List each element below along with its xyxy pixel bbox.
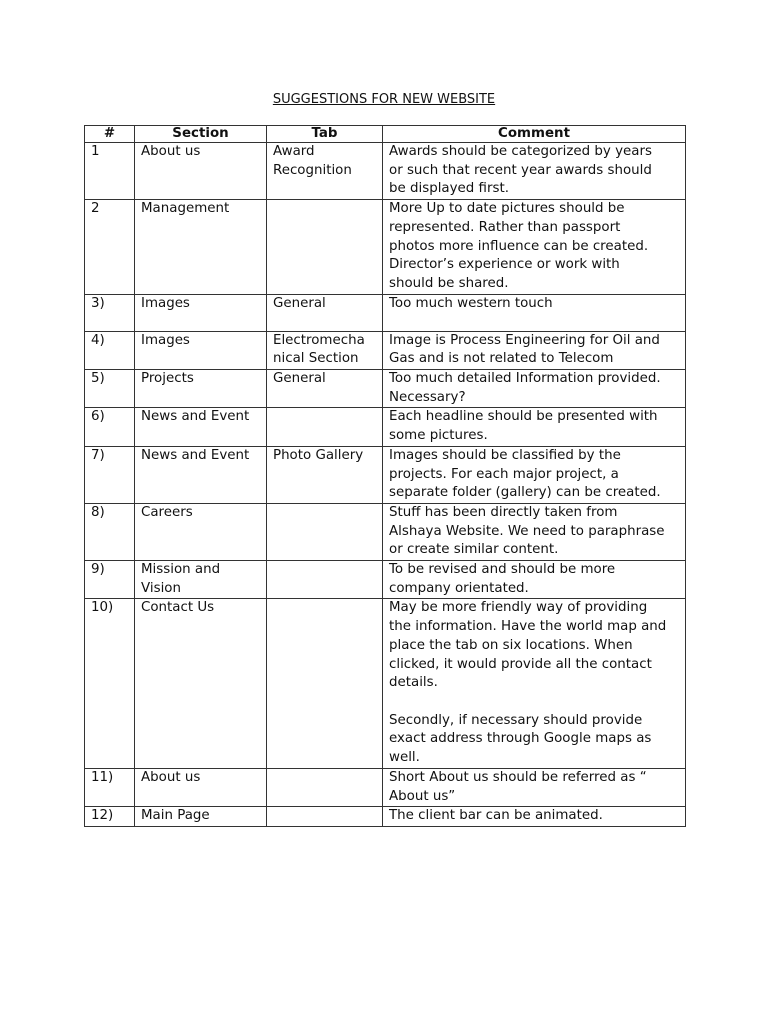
- row-tab-cell: [267, 294, 383, 331]
- row-number-cell: [85, 561, 135, 599]
- row-tab-cell: [267, 768, 383, 806]
- suggestions-table: [84, 125, 686, 827]
- table-row: [85, 599, 686, 768]
- row-section-cell: [135, 503, 267, 560]
- row-number-cell: [85, 408, 135, 446]
- row-comment: Image is Process Engineering for Oil and Gas and is not related to Telecom: [389, 332, 660, 367]
- table-row: [85, 503, 686, 560]
- row-comment: May be more friendly way of providing the information. Have the world map and place the tab on six locations. When clicked, it would provide all the contact details. Secondly, if necessary should provide exact address through Google maps as well.: [389, 600, 667, 766]
- row-number: 6): [91, 409, 105, 425]
- row-number: 8): [91, 504, 105, 520]
- table-row: [85, 768, 686, 806]
- row-number-cell: [85, 807, 135, 827]
- row-tab-cell: [267, 408, 383, 446]
- row-comment-cell: [383, 370, 686, 408]
- row-number: 12): [91, 808, 114, 824]
- row-number: 11): [91, 769, 114, 785]
- row-number-cell: [85, 331, 135, 369]
- row-comment-cell: [383, 768, 686, 806]
- row-section: Images: [141, 332, 190, 348]
- row-section-cell: [135, 408, 267, 446]
- table-row: [85, 561, 686, 599]
- row-number: 2: [91, 201, 100, 217]
- row-number: 5): [91, 371, 105, 387]
- row-section-cell: [135, 599, 267, 768]
- row-section: Projects: [141, 371, 194, 387]
- table-row: [85, 200, 686, 295]
- row-comment: To be revised and should be more company orientated.: [389, 562, 616, 596]
- row-comment: Stuff has been directly taken from Alshaya Website. We need to paraphrase or create similar content.: [389, 504, 665, 558]
- row-section: News and Event: [141, 447, 250, 463]
- row-tab-cell: [267, 503, 383, 560]
- row-comment: Too much western touch: [389, 295, 553, 311]
- row-number: 9): [91, 562, 105, 578]
- row-comment: Short About us should be referred as “ About us”: [389, 769, 647, 804]
- row-section-cell: [135, 446, 267, 503]
- row-section: Management: [141, 201, 230, 217]
- row-comment: Too much detailed Information provided. Necessary?: [389, 371, 661, 405]
- row-comment: More Up to date pictures should be represented. Rather than passport photos more influence can be created. Director’s experience or work with should be shared.: [389, 201, 649, 291]
- row-comment-cell: [383, 599, 686, 768]
- row-number: 4): [91, 332, 105, 348]
- row-section: News and Event: [141, 409, 250, 425]
- page-title: SUGGESTIONS FOR NEW WEBSITE: [272, 92, 496, 107]
- row-section: About us: [141, 769, 201, 785]
- row-section-cell: [135, 200, 267, 295]
- row-tab-cell: [267, 200, 383, 295]
- row-section: Mission and Vision: [141, 562, 221, 596]
- row-comment-cell: [383, 294, 686, 331]
- row-tab-cell: [267, 807, 383, 827]
- row-section: Careers: [141, 504, 193, 520]
- row-section: Images: [141, 295, 190, 311]
- row-comment-cell: [383, 807, 686, 827]
- row-tab-cell: [267, 561, 383, 599]
- row-comment: Images should be classified by the projects. For each major project, a separate folder (gallery) can be created.: [389, 447, 661, 501]
- row-comment-cell: [383, 143, 686, 200]
- header-section: Section: [135, 126, 267, 143]
- row-section-cell: [135, 370, 267, 408]
- row-tab: Electromecha nical Section: [273, 332, 365, 367]
- row-number: 7): [91, 447, 105, 463]
- row-comment-cell: [383, 503, 686, 560]
- table-row: [85, 294, 686, 331]
- row-tab-cell: [267, 143, 383, 200]
- row-tab: General: [273, 371, 326, 387]
- row-tab-cell: [267, 370, 383, 408]
- row-section-cell: [135, 768, 267, 806]
- row-comment-cell: [383, 408, 686, 446]
- table-header-row: [85, 126, 686, 143]
- row-number: 3): [91, 295, 105, 311]
- row-section-cell: [135, 807, 267, 827]
- row-number-cell: [85, 503, 135, 560]
- row-section-cell: [135, 294, 267, 331]
- row-comment-cell: [383, 331, 686, 369]
- header-tab: Tab: [267, 126, 383, 143]
- row-number-cell: [85, 200, 135, 295]
- header-number: #: [85, 126, 135, 143]
- table-row: [85, 408, 686, 446]
- row-section: About us: [141, 144, 201, 159]
- table-row: [85, 807, 686, 827]
- row-tab-cell: [267, 331, 383, 369]
- row-tab: Photo Gallery: [273, 447, 364, 463]
- row-section-cell: [135, 561, 267, 599]
- header-comment: Comment: [383, 126, 686, 143]
- row-number-cell: [85, 370, 135, 408]
- row-section-cell: [135, 331, 267, 369]
- table-row: [85, 331, 686, 369]
- row-comment: Each headline should be presented with some pictures.: [389, 409, 658, 444]
- row-tab-cell: [267, 446, 383, 503]
- row-number: 1: [91, 144, 100, 159]
- row-number-cell: [85, 143, 135, 200]
- row-number-cell: [85, 599, 135, 768]
- row-comment: Awards should be categorized by years or such that recent year awards should be displayed first.: [389, 144, 652, 197]
- row-tab: Award Recognition: [273, 144, 352, 178]
- row-comment-cell: [383, 561, 686, 599]
- row-comment: The client bar can be animated.: [389, 808, 603, 824]
- table-row: [85, 143, 686, 200]
- row-comment-cell: [383, 200, 686, 295]
- table-row: [85, 446, 686, 503]
- row-section-cell: [135, 143, 267, 200]
- row-section: Contact Us: [141, 600, 215, 616]
- row-tab-cell: [267, 599, 383, 768]
- row-tab: General: [273, 295, 326, 311]
- row-comment-cell: [383, 446, 686, 503]
- row-number-cell: [85, 768, 135, 806]
- row-number-cell: [85, 446, 135, 503]
- table-row: [85, 370, 686, 408]
- row-number-cell: [85, 294, 135, 331]
- row-number: 10): [91, 600, 114, 616]
- row-section: Main Page: [141, 808, 210, 824]
